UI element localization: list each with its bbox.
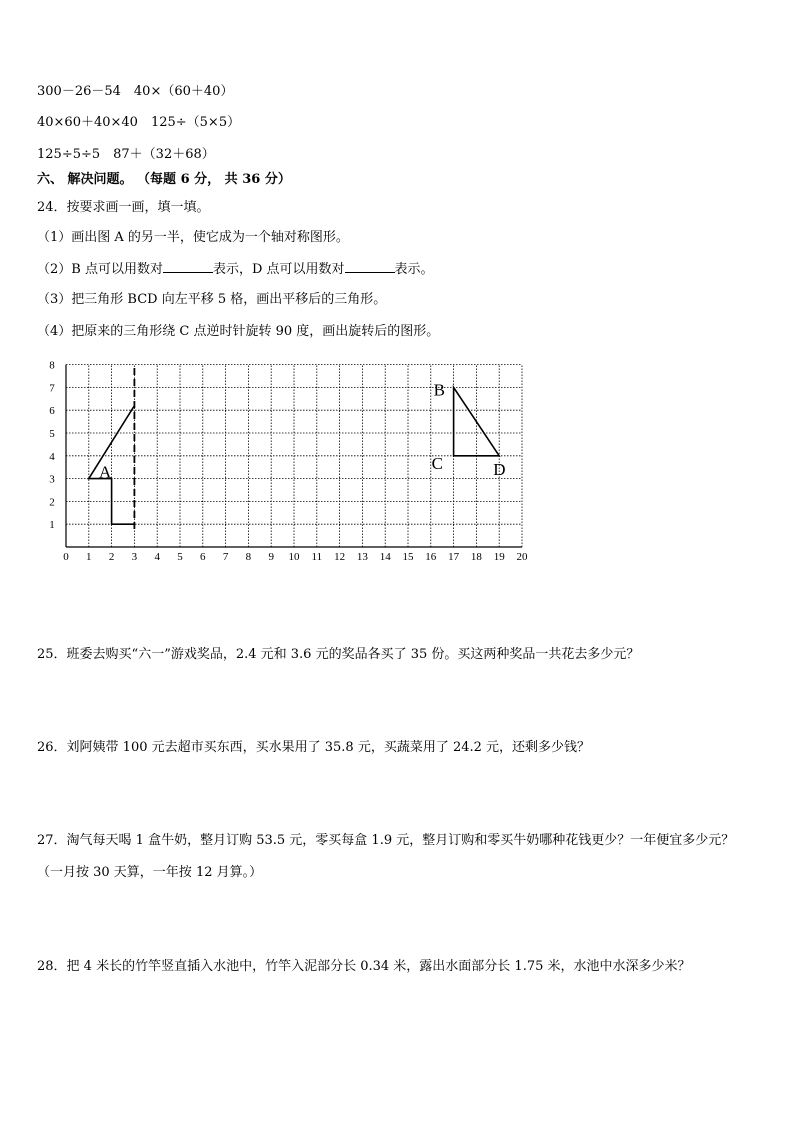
point-c-label: C (431, 453, 443, 473)
y-tick-label: 6 (49, 405, 55, 418)
question-24-part-3: （3）把三角形 BCD 向左平移 5 格，画出平移后的三角形。 (37, 292, 387, 307)
x-tick-label: 0 (63, 551, 69, 563)
question-24-part-2 (37, 260, 434, 279)
answer-blank-b[interactable] (163, 260, 213, 273)
x-tick-label: 13 (356, 551, 368, 563)
x-tick-label: 6 (200, 551, 206, 563)
x-tick-label: 10 (288, 551, 300, 563)
answer-blank-d[interactable] (345, 260, 395, 273)
y-tick-label: 1 (49, 519, 55, 532)
question-28: 28．把 4 米长的竹竿竖直插入水池中，竹竿入泥部分长 0.34 米，露出水面部分长 1.75 米，水池中水深多少米？ (37, 959, 691, 974)
x-tick-label: 15 (402, 551, 414, 563)
x-tick-label: 5 (177, 551, 183, 563)
calc-row-1: 300－26－54 40×（60＋40） (37, 84, 234, 99)
x-tick-label: 12 (334, 551, 346, 563)
x-tick-label: 14 (379, 551, 391, 563)
y-tick-label: 3 (49, 473, 55, 486)
section-title: 六、 解决问题。 （每题 6 分， 共 36 分） (37, 172, 291, 187)
x-tick-label: 2 (108, 551, 115, 563)
triangle-bcd (454, 387, 500, 455)
figure-a-label: A (99, 462, 112, 482)
question-25: 25．班委去购买“六一”游戏奖品，2.4 元和 3.6 元的奖品各买了 35 份。买这两种奖品一共花去多少元？ (37, 647, 640, 662)
y-tick-label: 5 (49, 428, 55, 440)
x-tick-label: 9 (268, 551, 274, 563)
question-24-stem: 24．按要求画一画，填一填。 (37, 200, 210, 215)
part-2-text-c: 表示。 (394, 262, 434, 277)
x-tick-label: 11 (311, 551, 323, 563)
x-tick-label: 7 (222, 551, 229, 563)
x-tick-label: 17 (448, 551, 460, 563)
question-27-line-2: （一月按 30 天算，一年按 12 月算。） (37, 865, 263, 880)
y-tick-label: 4 (49, 450, 55, 463)
point-d-label: D (493, 459, 506, 479)
x-tick-label: 19 (493, 551, 505, 563)
x-tick-label: 16 (425, 551, 437, 563)
x-tick-label: 8 (245, 551, 252, 563)
y-tick-label: 7 (49, 382, 55, 395)
part-2-text-b: 表示，D 点可以用数对 (212, 262, 345, 277)
question-24-part-1: （1）画出图 A 的另一半，使它成为一个轴对称图形。 (37, 230, 349, 245)
coordinate-grid (30, 355, 540, 575)
x-tick-label: 18 (470, 551, 482, 563)
calc-row-2: 40×60＋40×40 125÷（5×5） (37, 115, 241, 130)
x-tick-label: 3 (131, 551, 138, 563)
calc-row-3: 125÷5÷5 87＋（32＋68） (37, 147, 215, 162)
x-tick-label: 20 (516, 551, 528, 563)
y-tick-label: 8 (49, 359, 55, 372)
question-24-part-4: （4）把原来的三角形绕 C 点逆时针旋转 90 度，画出旋转后的图形。 (37, 324, 440, 339)
question-26: 26．刘阿姨带 100 元去超市买东西，买水果用了 35.8 元，买蔬菜用了 24.2 元，还剩多少钱？ (37, 740, 591, 755)
question-27-line-1: 27．淘气每天喝 1 盒牛奶，整月订购 53.5 元，零买每盒 1.9 元，整月订购和零买牛奶哪种花钱更少？一年便宜多少元？ (37, 833, 735, 848)
x-tick-label: 4 (154, 551, 160, 563)
point-b-label: B (433, 380, 445, 400)
part-2-text-a: （2）B 点可以用数对 (37, 262, 163, 277)
x-tick-label: 1 (86, 551, 92, 563)
y-tick-label: 2 (49, 496, 55, 509)
